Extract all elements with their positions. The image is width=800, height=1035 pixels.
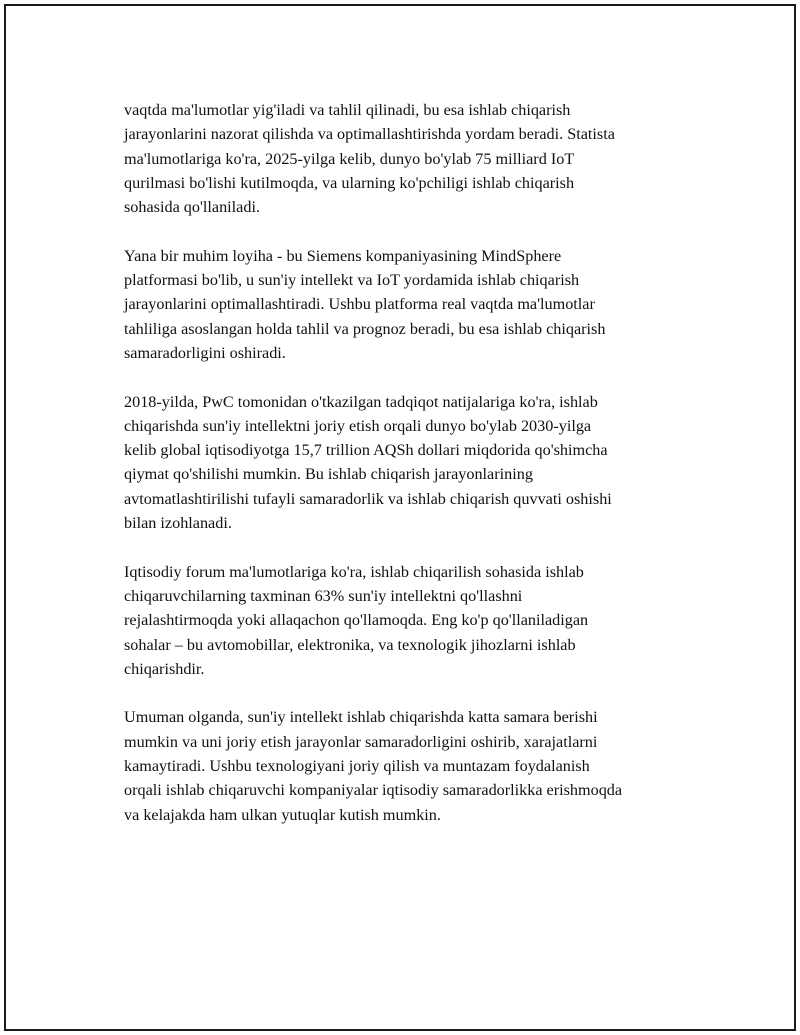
text-line: chiqaruvchilarning taxminan 63% sun'iy intellektni qo'llashni — [124, 586, 523, 605]
text-line: bilan izohlanadi. — [124, 514, 232, 533]
text-line: tahliliga asoslangan holda tahlil va prognoz beradi, bu esa ishlab chiqarish — [124, 319, 606, 338]
text-line: rejalashtirmoqda yoki allaqachon qo'llamoqda. Eng ko'p qo'llaniladigan — [124, 611, 589, 630]
text-line: va kelajakda ham ulkan yutuqlar kutish mumkin. — [124, 805, 441, 824]
text-line: jarayonlarini optimallashtiradi. Ushbu platforma real vaqtda ma'lumotlar — [124, 295, 595, 314]
text-line: orqali ishlab chiqaruvchi kompaniyalar iqtisodiy samaradorlikka erishmoqda — [124, 781, 623, 800]
text-line: jarayonlarini nazorat qilishda va optimallashtirishda yordam beradi. Statista — [124, 125, 615, 144]
text-line: Umuman olganda, sun'iy intellekt ishlab chiqarishda katta samara berishi — [124, 708, 598, 727]
paragraph-3 — [124, 390, 704, 536]
document-body — [124, 98, 704, 851]
text-line: sohasida qo'llaniladi. — [124, 198, 260, 217]
text-line: samaradorligini oshiradi. — [124, 343, 286, 362]
paragraph-5 — [124, 705, 704, 826]
text-line: qurilmasi bo'lishi kutilmoqda, va ularning ko'pchiligi ishlab chiqarish — [124, 173, 575, 192]
paragraph-1 — [124, 98, 704, 219]
page-frame — [4, 4, 796, 1031]
paragraph-2 — [124, 244, 704, 365]
text-line: mumkin va uni joriy etish jarayonlar samaradorligini oshirib, xarajatlarni — [124, 732, 598, 751]
paragraph-4 — [124, 560, 704, 681]
text-line: 2018-yilda, PwC tomonidan o'tkazilgan tadqiqot natijalariga ko'ra, ishlab — [124, 392, 598, 411]
text-line: ma'lumotlariga ko'ra, 2025-yilga kelib, dunyo bo'ylab 75 milliard IoT — [124, 149, 575, 168]
text-line: avtomatlashtirilishi tufayli samaradorlik va ishlab chiqarish quvvati oshishi — [124, 489, 612, 508]
text-line: chiqarishda sun'iy intellektni joriy etish orqali dunyo bo'ylab 2030-yilga — [124, 416, 592, 435]
text-line: chiqarishdir. — [124, 659, 205, 678]
text-line: kamaytiradi. Ushbu texnologiyani joriy qilish va muntazam foydalanish — [124, 757, 590, 776]
text-line: Yana bir muhim loyiha - bu Siemens kompaniyasining MindSphere — [124, 246, 562, 265]
text-line: qiymat qo'shilishi mumkin. Bu ishlab chiqarish jarayonlarining — [124, 465, 533, 484]
text-line: sohalar – bu avtomobillar, elektronika, va texnologik jihozlarni ishlab — [124, 635, 576, 654]
text-line: Iqtisodiy forum ma'lumotlariga ko'ra, ishlab chiqarilish sohasida ishlab — [124, 562, 584, 581]
text-line: kelib global iqtisodiyotga 15,7 trillion AQSh dollari miqdorida qo'shimcha — [124, 441, 608, 460]
text-line: vaqtda ma'lumotlar yig'iladi va tahlil qilinadi, bu esa ishlab chiqarish — [124, 101, 571, 119]
text-line: platformasi bo'lib, u sun'iy intellekt va IoT yordamida ishlab chiqarish — [124, 271, 580, 290]
